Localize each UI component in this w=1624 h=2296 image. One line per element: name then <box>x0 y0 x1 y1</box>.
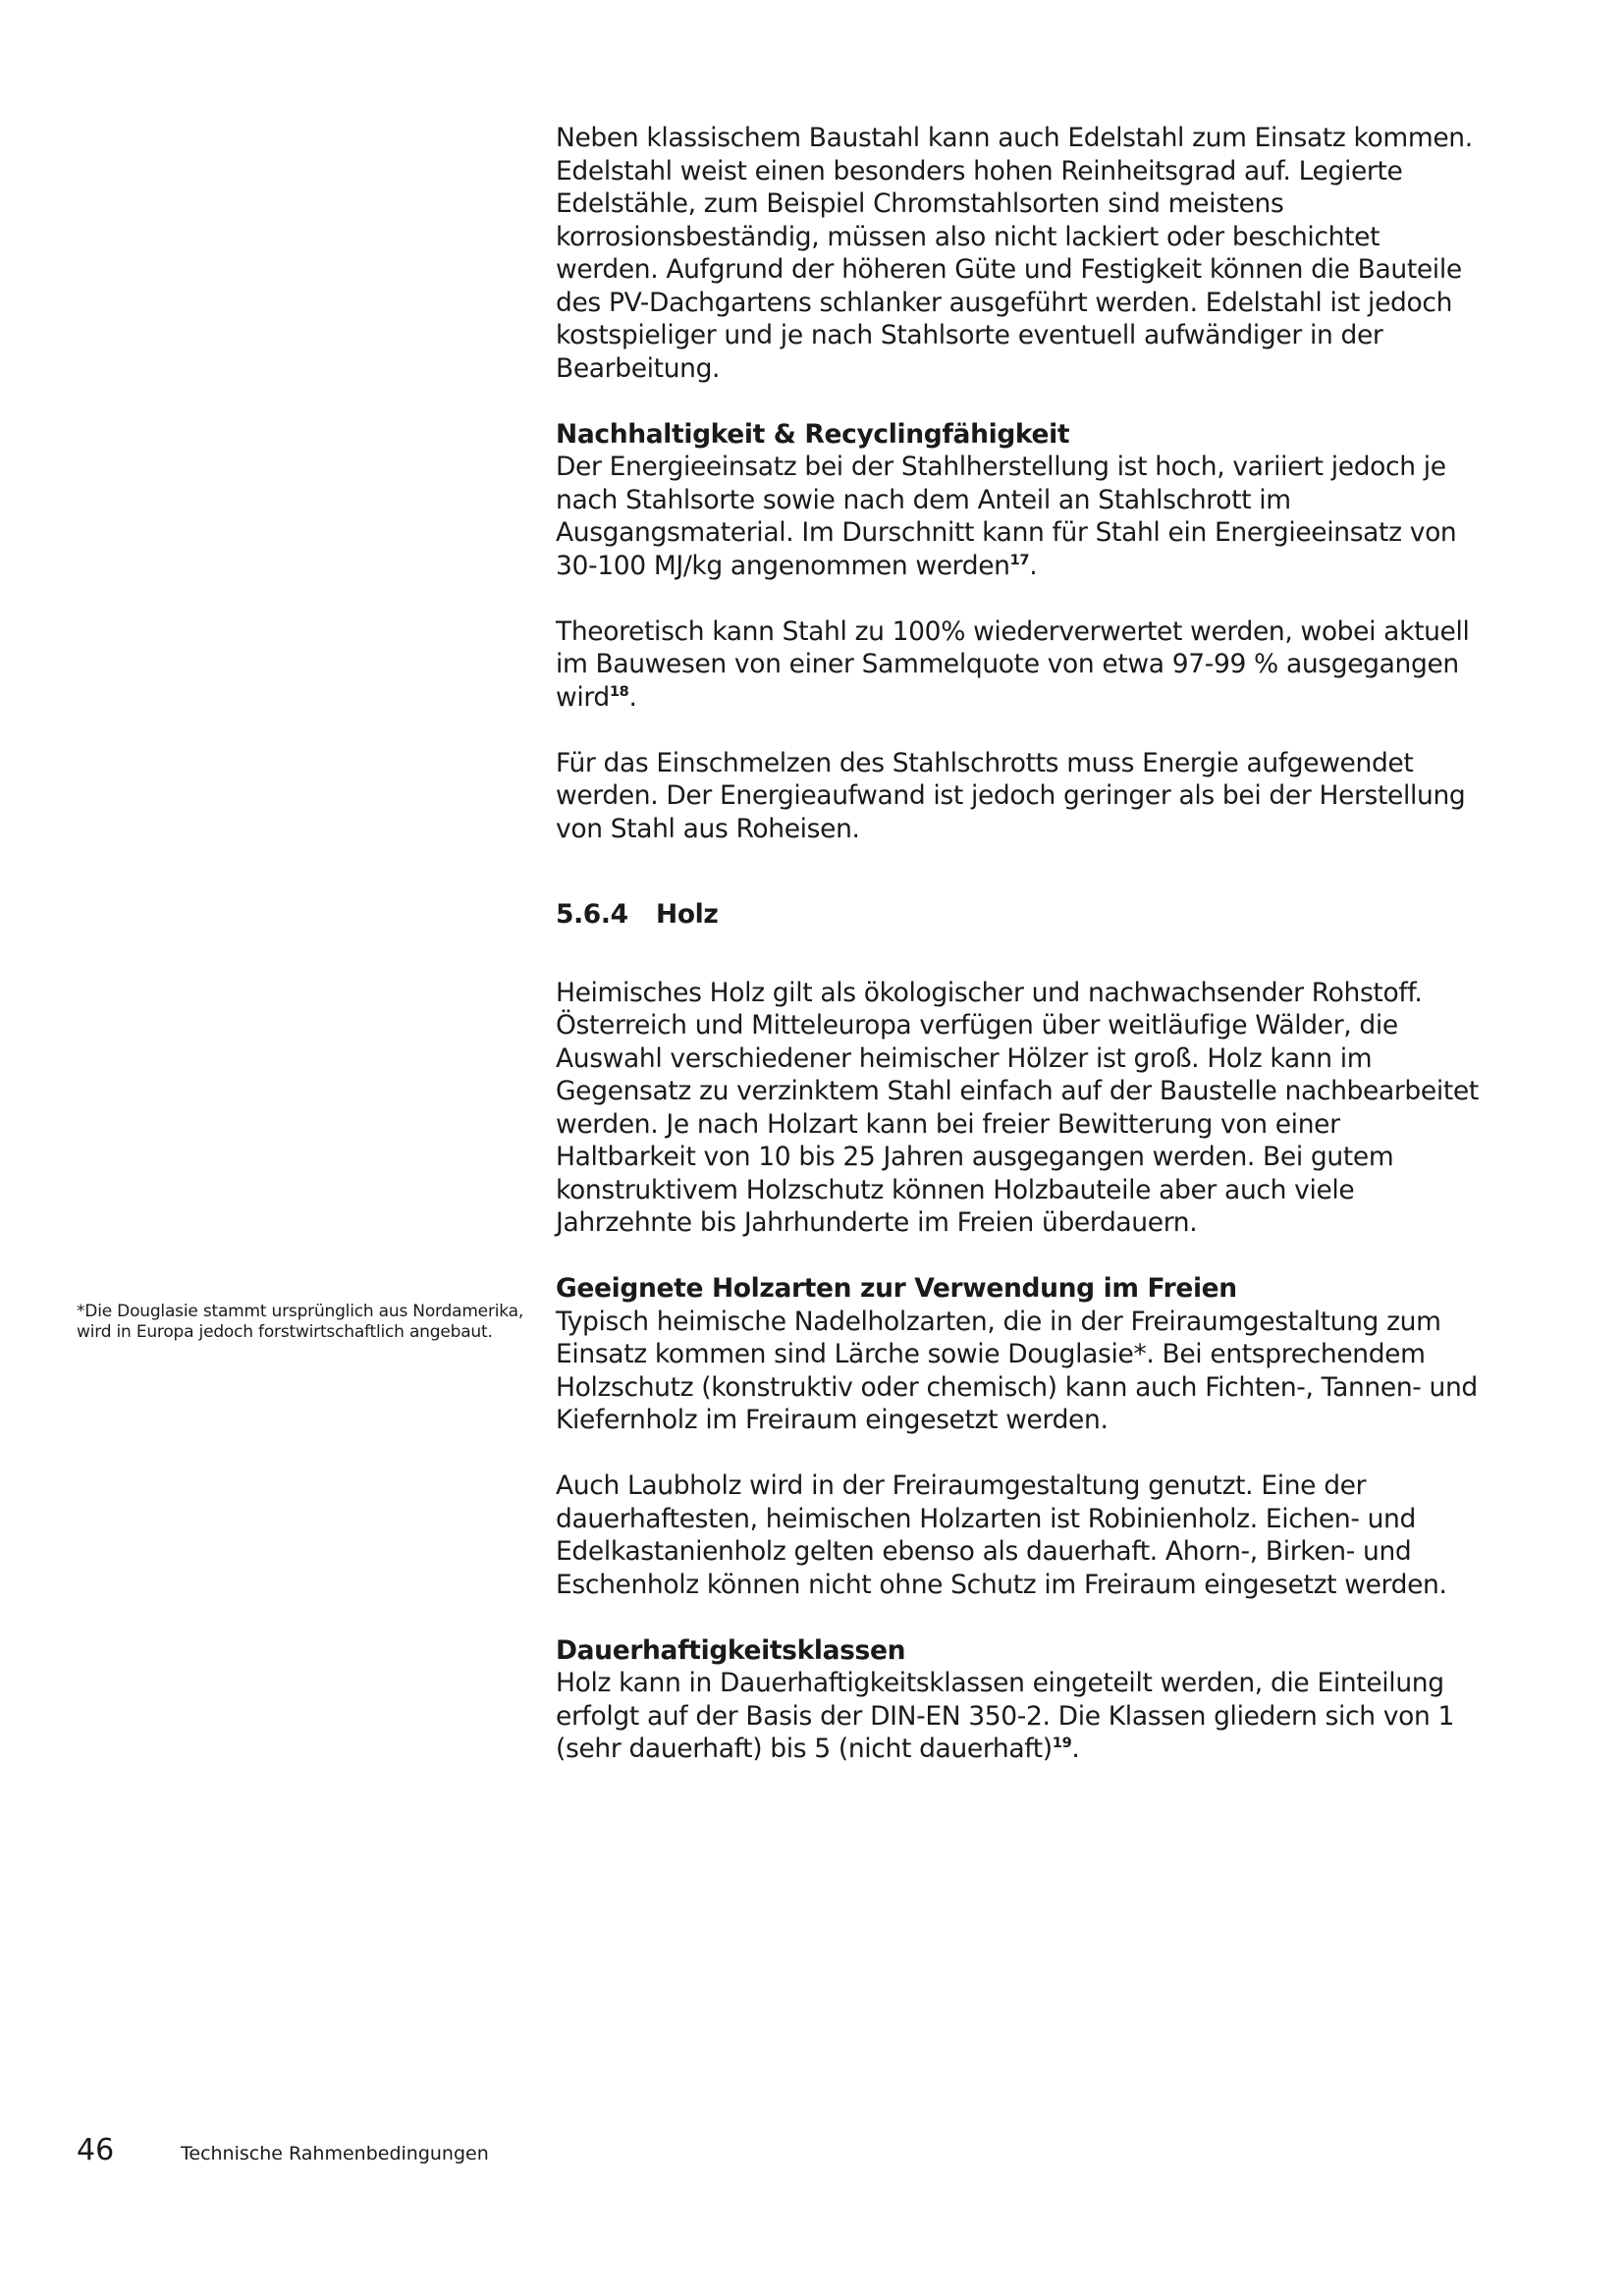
heading-nachhaltigkeit: Nachhaltigkeit & Recyclingfähigkeit <box>556 418 1070 450</box>
heading-holzarten: Geeignete Holzarten zur Verwendung im Freien <box>556 1273 1237 1304</box>
paragraph-end-punct: . <box>1071 1734 1080 1764</box>
paragraph-wiederverwertung <box>556 615 1479 715</box>
main-text-column <box>556 122 1479 1766</box>
paragraph-energieeinsatz-text: Der Energieeinsatz bei der Stahlherstellung ist hoch, variiert jedoch je nach Stahlsorte sowie nach dem Anteil an Stahlschrott im Ausgangsmaterial. Im Durschnitt kann für Stahl ein Energieeinsatz von 30-100 MJ/kg angenommen werden <box>556 452 1457 581</box>
footnote-ref-19: 19 <box>1052 1735 1072 1752</box>
paragraph-end-punct: . <box>628 681 637 713</box>
paragraph-heimisches-holz: Heimisches Holz gilt als ökologischer und nachwachsender Rohstoff. Österreich und Mitteleuropa verfügen über weitläufige Wälder, die Auswahl verschiedener heimischer Hölzer ist groß. Holz kann im Gegensatz zu verzinktem Stahl einfach auf der Baustelle nachbearbeitet werden. Je nach Holzart kann bei freier Bewitterung von einer Haltbarkeit von 10 bis 25 Jahren ausgegangen werden. Bei gutem konstruktivem Holzschutz können Holzbauteile aber auch viele Jahrzehnte bis Jahrhunderte im Freien überdauern. <box>556 977 1479 1238</box>
paragraph-laubholz: Auch Laubholz wird in der Freiraumgestaltung genutzt. Eine der dauerhaftesten, heimischen Holzarten ist Robinienholz. Eichen- und Edelkastanienholz gelten ebenso als dauerhaft. Ahorn-, Birken- und Eschenholz können nicht ohne Schutz im Freiraum eingesetzt werden. <box>556 1470 1447 1600</box>
footer-chapter-title: Technische Rahmenbedingungen <box>181 2143 489 2164</box>
footnote-ref-17: 17 <box>1009 551 1030 568</box>
page-number: 46 <box>77 2133 115 2167</box>
sidenote-douglasie: *Die Douglasie stammt ursprünglich aus Nordamerika, wird in Europa jedoch forstwirtschaftlich angebaut. <box>77 1302 524 1342</box>
section-number: 5.6.4 <box>556 899 628 930</box>
paragraph-einschmelzen: Für das Einschmelzen des Stahlschrotts muss Energie aufgewendet werden. Der Energieaufwand ist jedoch geringer als bei der Herstellung von Stahl aus Roheisen. <box>556 747 1466 844</box>
footnote-ref-18: 18 <box>609 682 629 700</box>
section-title: Holz <box>656 899 719 930</box>
paragraph-nadelholz: Typisch heimische Nadelholzarten, die in der Freiraumgestaltung zum Einsatz kommen sind Lärche sowie Douglasie*. Bei entsprechendem Holzschutz (konstruktiv oder chemisch) kann auch Fichten-, Tannen- und Kiefernholz im Freiraum eingesetzt werden. <box>556 1306 1478 1435</box>
heading-dauerhaftigkeitsklassen: Dauerhaftigkeitsklassen <box>556 1634 906 1666</box>
paragraph-edelstahl: Neben klassischem Baustahl kann auch Edelstahl zum Einsatz kommen. Edelstahl weist einen besonders hohen Reinheitsgrad auf. Legierte Edelstähle, zum Beispiel Chromstahlsorten sind meistens korrosionsbeständig, müssen also nicht lackiert oder beschichtet werden. Aufgrund der höheren Güte und Festigkeit können die Bauteile des PV-Dachgartens schlanker ausgeführt werden. Edelstahl ist jedoch kostspieliger und je nach Stahlsorte eventuell aufwändiger in der Bearbeitung. <box>556 123 1473 384</box>
paragraph-wiederverwertung-text: Theoretisch kann Stahl zu 100% wiederverwertet werden, wobei aktuell im Bauwesen von einer Sammelquote von etwa 97-99 % ausgegangen wird <box>556 615 1470 713</box>
paragraph-klassen-text: Holz kann in Dauerhaftigkeitsklassen eingeteilt werden, die Einteilung erfolgt auf der Basis der DIN-EN 350-2. Die Klassen gliedern sich von 1 (sehr dauerhaft) bis 5 (nicht dauerhaft) <box>556 1668 1454 1764</box>
paragraph-klassen <box>556 1667 1479 1766</box>
paragraph-end-punct: . <box>1029 550 1038 581</box>
paragraph-energieeinsatz <box>556 451 1479 582</box>
section-heading-holz <box>556 898 1479 932</box>
